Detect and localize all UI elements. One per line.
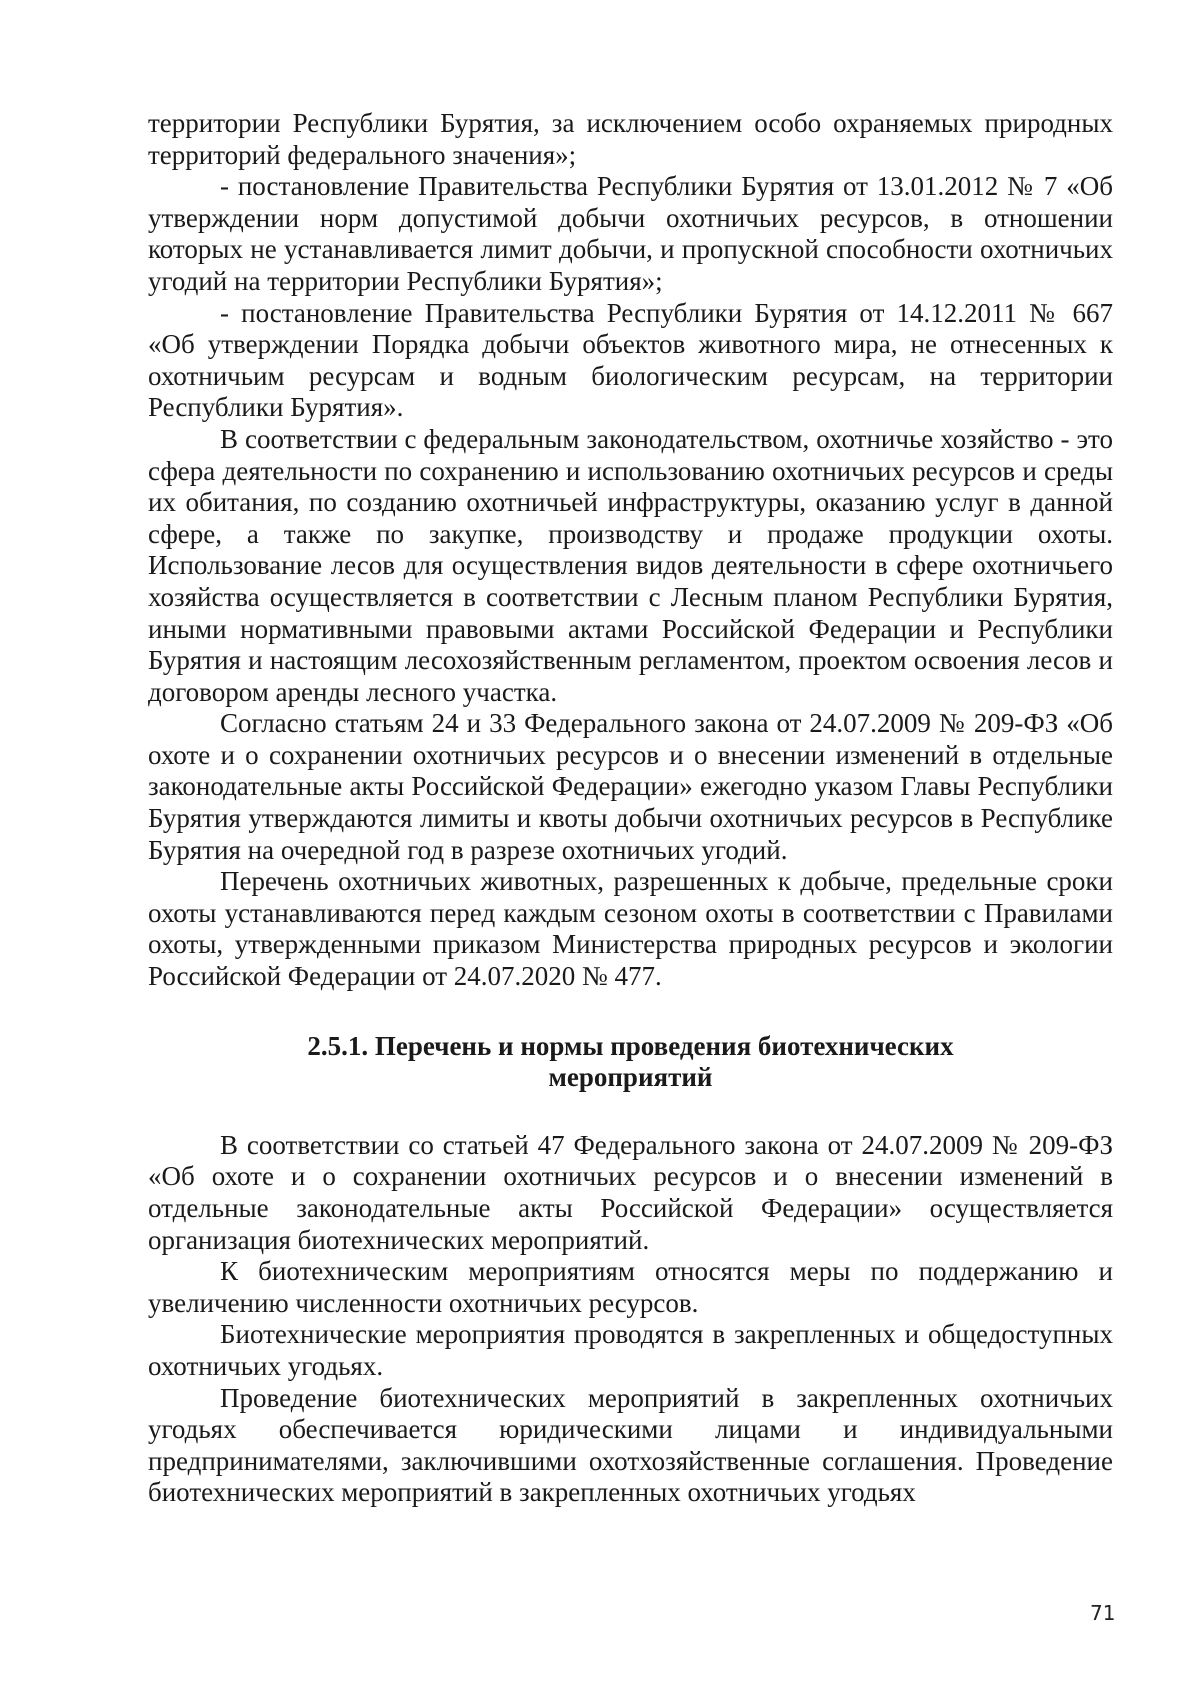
page-number: 71 bbox=[1090, 1601, 1116, 1625]
section-heading-line-2: мероприятий bbox=[548, 1062, 713, 1093]
paragraph-biotech-lands: Биотехнические мероприятия проводятся в закрепленных и общедоступных охотничьих угодьях. bbox=[148, 1319, 1113, 1381]
paragraph-hunting-animals: Перечень охотничьих животных, разрешенных к добыче, предельные сроки охоты устанавливаются перед каждым сезоном охоты в соответствии с Правилами охоты, утвержденными приказом Министерства природных ресурсов и экологии Российской Федерации от 24.07.2020 № 477. bbox=[148, 866, 1113, 992]
section-heading-line-1: 2.5.1. Перечень и нормы проведения биотехнических bbox=[307, 1030, 954, 1061]
paragraph-limits-quotas: Согласно статьям 24 и 33 Федерального закона от 24.07.2009 № 209-ФЗ «Об охоте и о сохранении охотничьих ресурсов и о внесении изменений в отдельные законодательные акты Российской Федерации» ежегодно указом Главы Республики Бурятия утверждаются лимиты и квоты добычи охотничьих ресурсов в Республике Бурятия на очередной год в разрезе охотничьих угодий. bbox=[148, 708, 1113, 865]
paragraph-hunting-economy: В соответствии с федеральным законодательством, охотничье хозяйство - это сфера деятельности по сохранению и использованию охотничьих ресурсов и среды их обитания, по созданию охотничьей инфраструктуры, оказанию услуг в данной сфере, а также по закупке, производству и продаже продукции охоты. Использование лесов для осуществления видов деятельности в сфере охотничьего хозяйства осуществляется в соответствии с Лесным планом Республики Бурятия, иными нормативными правовыми актами Российской Федерации и Республики Бурятия и настоящим лесохозяйственным регламентом, проектом освоения лесов и договором аренды лесного участка. bbox=[148, 423, 1113, 707]
section-heading bbox=[148, 1031, 1113, 1094]
paragraph-biotech-provision: Проведение биотехнических мероприятий в закрепленных охотничьих угодьях обеспечивается юридическими лицами и индивидуальными предпринимателями, заключившими охотхозяйственные соглашения. Проведение биотехнических мероприятий в закрепленных охотничьих угодьях bbox=[148, 1382, 1113, 1508]
document-body bbox=[148, 108, 1113, 1509]
paragraph-decree-7: - постановление Правительства Республики Бурятия от 13.01.2012 № 7 «Об утверждении норм допустимой добычи охотничьих ресурсов, в отношении которых не устанавливается лимит добычи, и пропускной способности охотничьих угодий на территории Республики Бурятия»; bbox=[148, 171, 1113, 296]
paragraph-continuation: территории Республики Бурятия, за исключением особо охраняемых природных территорий федерального значения»; bbox=[148, 108, 1113, 170]
paragraph-decree-667: - постановление Правительства Республики Бурятия от 14.12.2011 № 667 «Об утверждении Порядка добычи объектов животного мира, не отнесенных к охотничьим ресурсам и водным биологическим ресурсам, на территории Республики Бурятия». bbox=[148, 297, 1113, 423]
paragraph-biotech-measures: К биотехническим мероприятиям относятся меры по поддержанию и увеличению численности охотничьих ресурсов. bbox=[148, 1256, 1113, 1318]
paragraph-article-47: В соответствии со статьей 47 Федерального закона от 24.07.2009 № 209-ФЗ «Об охоте и о сохранении охотничьих ресурсов и о внесении изменений в отдельные законодательные акты Российской Федерации» осуществляется организация биотехнических мероприятий. bbox=[148, 1129, 1113, 1255]
